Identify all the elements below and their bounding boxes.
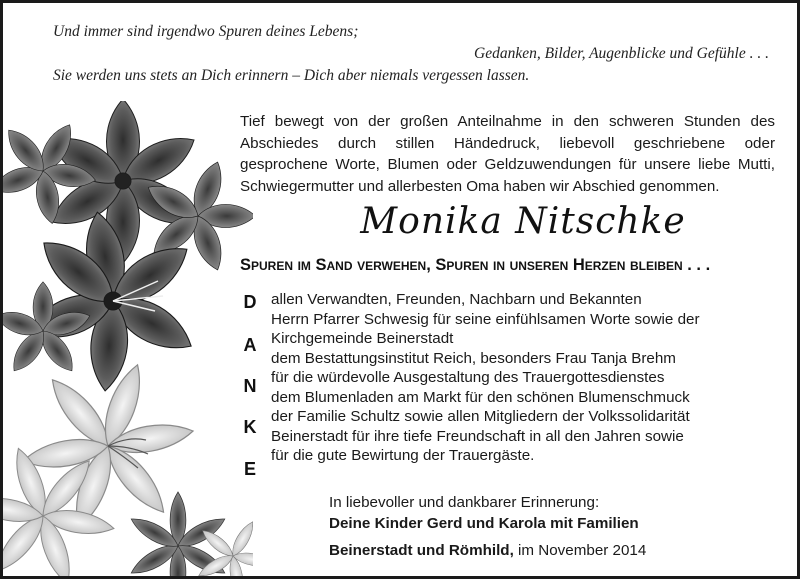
danke-letter-k: K <box>243 417 257 437</box>
memorial-poem <box>53 21 773 87</box>
closing-family: Deine Kinder Gerd und Karola mit Familien <box>329 515 639 532</box>
closing-signature <box>329 492 779 561</box>
thanks-line: dem Bestattungsinstitut Reich, besonders Frau Tanja Brehm <box>271 349 676 367</box>
thanks-line: für die würdevolle Ausgestaltung des Trauergottesdienstes <box>271 369 665 386</box>
danke-letter-a: A <box>243 335 257 355</box>
deceased-name: Monika Nitschke <box>360 201 686 242</box>
poem-line-1: Und immer sind irgendwo Spuren deines Lebens; <box>53 23 359 40</box>
thanks-line: Kirchgemeinde Beinerstadt <box>271 330 454 347</box>
motto: Spuren im Sand verwehen, Spuren in unseren Herzen bleiben . . . <box>240 256 711 274</box>
poem-line-2: Gedanken, Bilder, Augenblicke und Gefühle . . . <box>474 45 769 62</box>
thanks-line: dem Blumenladen am Markt für den schönen Blumenschmuck <box>271 388 690 406</box>
closing-date: im November 2014 <box>513 542 647 559</box>
intro-paragraph: Tief bewegt von der großen Anteilnahme in den schweren Stunden des Abschiedes durch stillen Händedruck, liebevoll geschriebene oder gesprochene Worte, Blumen oder Geldzuwendungen für unsere liebe Mutti, Schwiegermutter und allerbesten Oma haben wir Abschied genommen. <box>240 113 775 195</box>
closing-place-date <box>329 540 779 561</box>
danke-letter-n: N <box>243 376 257 396</box>
thanks-line: allen Verwandten, Freunden, Nachbarn und Bekannten <box>271 291 642 308</box>
thanks-line: Beinerstadt für ihre tiefe Freundschaft in all den Jahren sowie <box>271 427 684 445</box>
poem-line-3: Sie werden uns stets an Dich erinnern – Dich aber niemals vergessen lassen. <box>53 67 530 84</box>
danke-letter-e: E <box>243 459 256 479</box>
thanks-line: Herrn Pfarrer Schwesig für seine einfühlsamen Worte sowie der <box>271 310 700 328</box>
thanks-line: für die gute Bewirtung der Trauergäste. <box>271 447 535 464</box>
flowers-illustration <box>3 101 253 576</box>
closing-place: Beinerstadt und Römhild, <box>329 542 514 559</box>
closing-remembrance: In liebevoller und dankbarer Erinnerung: <box>329 494 600 511</box>
thanks-list <box>271 290 781 466</box>
thanks-line: der Familie Schultz sowie allen Mitgliedern der Volkssolidarität <box>271 408 690 425</box>
danke-letter-d: D <box>243 292 257 312</box>
